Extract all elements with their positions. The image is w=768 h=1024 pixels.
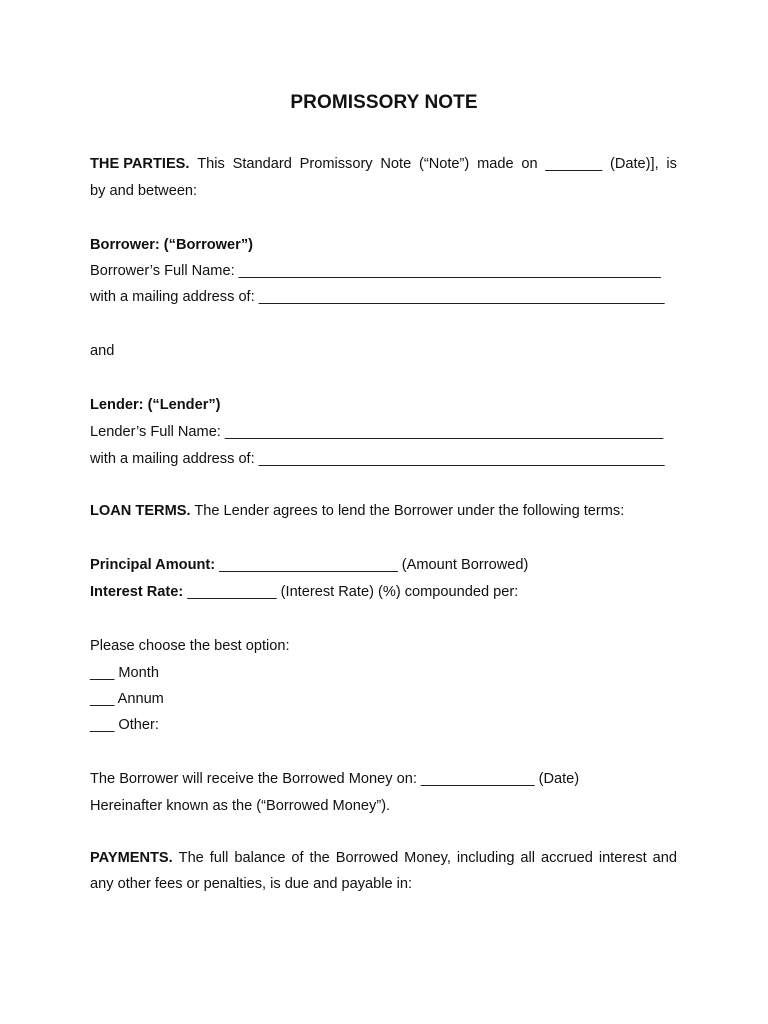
interest-rate-line	[90, 582, 518, 602]
borrower-address-line: with a mailing address of: __________________________________________________	[90, 289, 665, 305]
payments-word: including	[456, 850, 515, 866]
payments-word: of	[291, 850, 304, 866]
loan-terms-paragraph	[90, 501, 624, 521]
payments-word: and	[652, 850, 677, 866]
payments-word: Borrowed	[335, 850, 399, 866]
option-annum: ___ Annum	[90, 691, 164, 707]
payments-word: the	[309, 850, 330, 866]
lender-heading	[90, 395, 221, 415]
parties-word: Note	[380, 156, 412, 172]
parties-word: is	[666, 156, 677, 172]
borrower-full-name-line: Borrower’s Full Name: ____________________________________________________	[90, 263, 661, 279]
payments-word: all	[520, 850, 536, 866]
payments-word: interest	[598, 850, 647, 866]
principal-amount-label: Principal Amount:	[90, 557, 216, 573]
interest-rate-label: Interest Rate:	[90, 584, 184, 600]
parties-word: on	[521, 156, 538, 172]
principal-amount-line	[90, 555, 528, 575]
parties-heading: THE PARTIES.	[90, 156, 190, 172]
borrowed-money-definition: Hereinafter known as the (“Borrowed Money”).	[90, 798, 391, 814]
interest-rate-text: ___________ (Interest Rate) (%) compounded per:	[183, 584, 519, 600]
parties-word: (Date)],	[609, 156, 659, 172]
payments-paragraph-line-2: any other fees or penalties, is due and payable in:	[90, 876, 413, 892]
lender-heading-text: Lender: (“Lender”)	[90, 397, 221, 413]
payments-word: The	[178, 850, 204, 866]
option-month: ___ Month	[90, 665, 159, 681]
parties-word: (“Note”)	[419, 156, 470, 172]
document-title: PROMISSORY NOTE	[290, 92, 478, 113]
payments-word: full	[209, 850, 229, 866]
parties-word: Standard	[232, 156, 292, 172]
date-blank: _______	[545, 156, 603, 172]
payments-heading: PAYMENTS.	[90, 850, 173, 866]
parties-word: made	[477, 156, 514, 172]
payments-word: accrued	[540, 850, 593, 866]
payments-word: balance	[234, 850, 286, 866]
parties-paragraph-line-2: by and between:	[90, 183, 198, 199]
lender-full-name-line: Lender’s Full Name: ______________________________________________________	[90, 424, 664, 440]
option-other: ___ Other:	[90, 717, 159, 733]
and-text: and	[90, 343, 115, 359]
parties-paragraph-line-1	[90, 154, 677, 174]
option-prompt: Please choose the best option:	[90, 638, 290, 654]
parties-word: Promissory	[299, 156, 373, 172]
parties-word: This	[197, 156, 225, 172]
loan-terms-heading: LOAN TERMS.	[90, 503, 191, 519]
borrower-heading-text: Borrower: (“Borrower”)	[90, 237, 253, 253]
borrower-heading	[90, 235, 253, 255]
loan-terms-text: The Lender agrees to lend the Borrower under the following terms:	[190, 503, 625, 519]
payments-word: Money,	[404, 850, 451, 866]
principal-amount-text: ______________________ (Amount Borrowed)	[215, 557, 529, 573]
payments-paragraph-line-1	[90, 848, 677, 868]
lender-address-line: with a mailing address of: __________________________________________________	[90, 451, 665, 467]
borrowed-money-date-line: The Borrower will receive the Borrowed Money on: ______________ (Date)	[90, 771, 580, 787]
